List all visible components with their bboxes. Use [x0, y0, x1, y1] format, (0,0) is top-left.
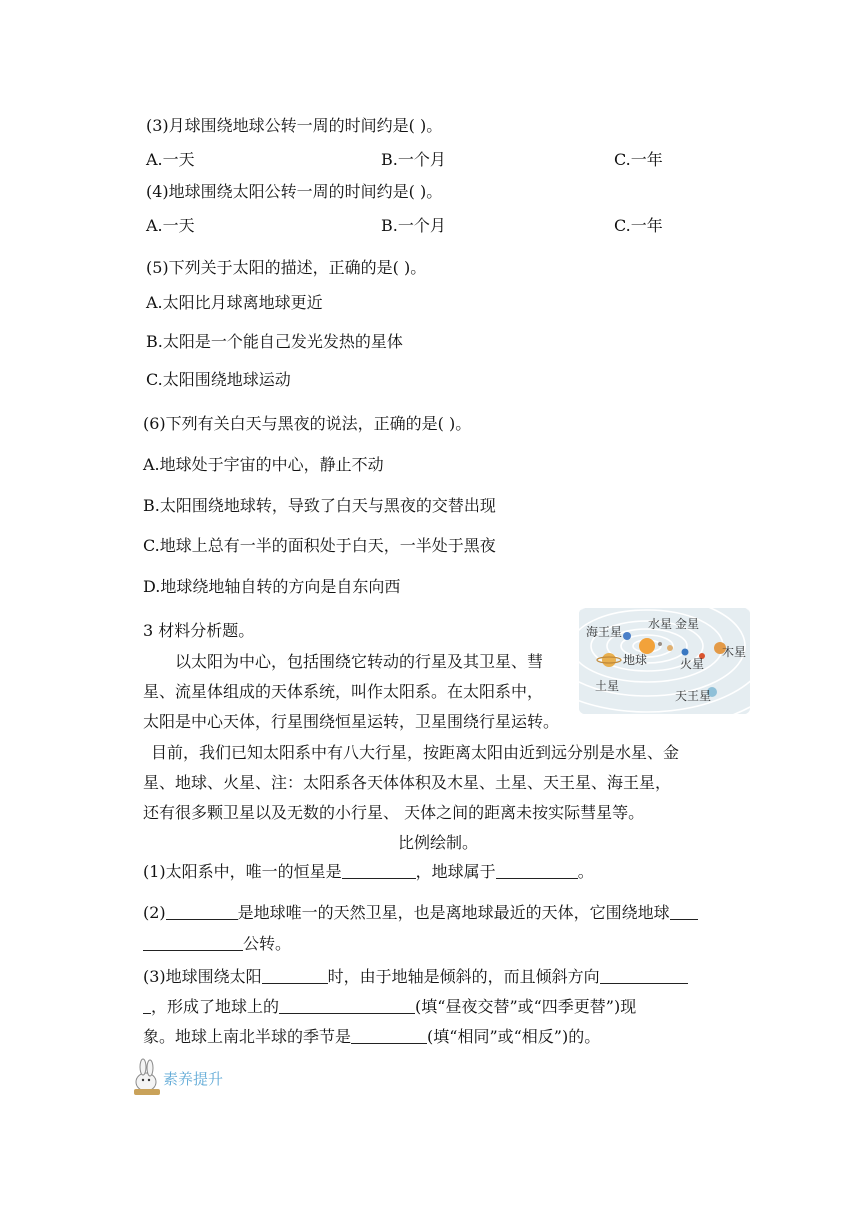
q3-option-c: C.一年 — [614, 150, 663, 169]
solar-system-figure — [579, 608, 750, 714]
q6-option-d: D.地球绕地轴自转的方向是自东向西 — [143, 577, 401, 596]
solar-system-diagram — [579, 608, 750, 714]
neptune-planet-icon — [623, 632, 631, 640]
q3-option-b: B.一个月 — [381, 150, 446, 169]
q3-option-a: A.一天 — [146, 150, 195, 169]
venus-planet-icon — [667, 645, 673, 651]
material-paragraph-1-line-2: 星、流星体组成的天体系统，叫作太阳系。在太阳系中， — [143, 682, 544, 701]
fill-question-3 — [143, 967, 688, 986]
fill-2-blank-2a[interactable] — [670, 904, 698, 920]
fill-2-text-a: (2) — [143, 903, 166, 922]
q5-stem: (5)下列关于太阳的描述，正确的是( )。 — [146, 258, 427, 277]
q5-option-b: B.太阳是一个能自己发光发热的星体 — [146, 332, 403, 351]
fill-2-text-c: 公转。 — [243, 934, 292, 953]
fill-1-text-c: 。 — [577, 862, 594, 881]
fill-question-2 — [143, 903, 698, 922]
fill-3-text-c: ，形成了地球上的 — [151, 997, 280, 1016]
label-mars: 火星 — [680, 657, 705, 671]
fill-question-3-cont — [143, 997, 636, 1016]
fill-2-text-b: 是地球唯一的天然卫星，也是离地球最近的天体，它围绕地球 — [237, 903, 670, 922]
material-paragraph-2-line-1: 目前，我们已知太阳系中有八大行星，按距离太阳由近到远分别是水星、金 — [151, 743, 680, 762]
q5-option-c: C.太阳围绕地球运动 — [146, 370, 291, 389]
label-uranus: 天王星 — [675, 689, 712, 703]
q4-option-b: B.一个月 — [381, 216, 446, 235]
label-neptune: 海王星 — [586, 625, 623, 639]
fill-1-blank-1[interactable] — [342, 863, 416, 879]
material-paragraph-1-line-1: 以太阳为中心，包括围绕它转动的行星及其卫星、彗 — [175, 652, 544, 671]
fill-3-text-b: 时，由于地轴是倾斜的，而且倾斜方向 — [327, 967, 600, 986]
q6-option-a: A.地球处于宇宙的中心，静止不动 — [143, 455, 384, 474]
fill-question-1 — [143, 862, 594, 881]
fill-1-text-a: (1)太阳系中，唯一的恒星是 — [143, 862, 342, 881]
q5-option-a: A.太阳比月球离地球更近 — [146, 293, 323, 312]
q4-option-a: A.一天 — [146, 216, 195, 235]
label-venus: 金星 — [675, 617, 700, 631]
q4-stem: (4)地球围绕太阳公转一周的时间约是( )。 — [146, 182, 443, 201]
label-earth: 地球 — [623, 653, 648, 667]
material-paragraph-1-line-3: 太阳是中心天体，行星围绕恒星运转，卫星围绕行星运转。 — [143, 712, 560, 731]
q6-stem: (6)下列有关白天与黑夜的说法，正确的是( )。 — [143, 414, 472, 433]
fill-2-blank-1[interactable] — [166, 904, 238, 920]
fill-2-blank-2b[interactable] — [143, 935, 243, 951]
fill-3-blank-3[interactable] — [279, 998, 415, 1014]
material-paragraph-2-line-3: 还有很多颗卫星以及无数的小行星、 天体之间的距离未按实际彗星等。 — [143, 803, 645, 822]
fill-3-text-d: (填“昼夜交替”或“四季更替”)现 — [415, 997, 637, 1016]
section-title: 3 材料分析题。 — [143, 621, 255, 640]
fill-3-blank-2b[interactable] — [143, 998, 151, 1014]
fill-3-blank-1[interactable] — [262, 968, 328, 984]
mercury-planet-icon — [658, 642, 662, 646]
badge-label: 素养提升 — [163, 1070, 224, 1088]
q4-option-c: C.一年 — [614, 216, 663, 235]
fill-3-blank-4[interactable] — [351, 1028, 427, 1044]
q3-stem: (3)月球围绕地球公转一周的时间约是( )。 — [146, 116, 443, 135]
fill-3-text-a: (3)地球围绕太阳 — [143, 967, 262, 986]
fill-3-text-f: (填“相同”或“相反”)的。 — [427, 1027, 601, 1046]
fill-question-3-end — [143, 1027, 600, 1046]
fill-3-text-e: 象。地球上南北半球的季节是 — [143, 1027, 352, 1046]
label-mercury: 水星 — [648, 617, 673, 631]
q6-option-c: C.地球上总有一半的面积处于白天，一半处于黑夜 — [143, 536, 496, 555]
material-paragraph-2-line-4: 比例绘制。 — [398, 833, 479, 852]
label-saturn: 土星 — [595, 679, 620, 693]
fill-question-2-cont — [143, 934, 291, 953]
q6-option-b: B.太阳围绕地球转，导致了白天与黑夜的交替出现 — [143, 496, 496, 515]
fill-1-blank-2[interactable] — [496, 863, 578, 879]
material-paragraph-2-line-2: 星、地球、火星、注：太阳系各天体体积及木星、土星、天王星、海王星， — [143, 773, 672, 792]
fill-3-blank-2a[interactable] — [600, 968, 688, 984]
fill-1-text-b: ，地球属于 — [415, 862, 496, 881]
saturn-planet-icon — [602, 653, 616, 667]
sun-icon — [639, 638, 655, 654]
earth-planet-icon — [682, 649, 689, 656]
label-jupiter: 木星 — [722, 645, 747, 659]
